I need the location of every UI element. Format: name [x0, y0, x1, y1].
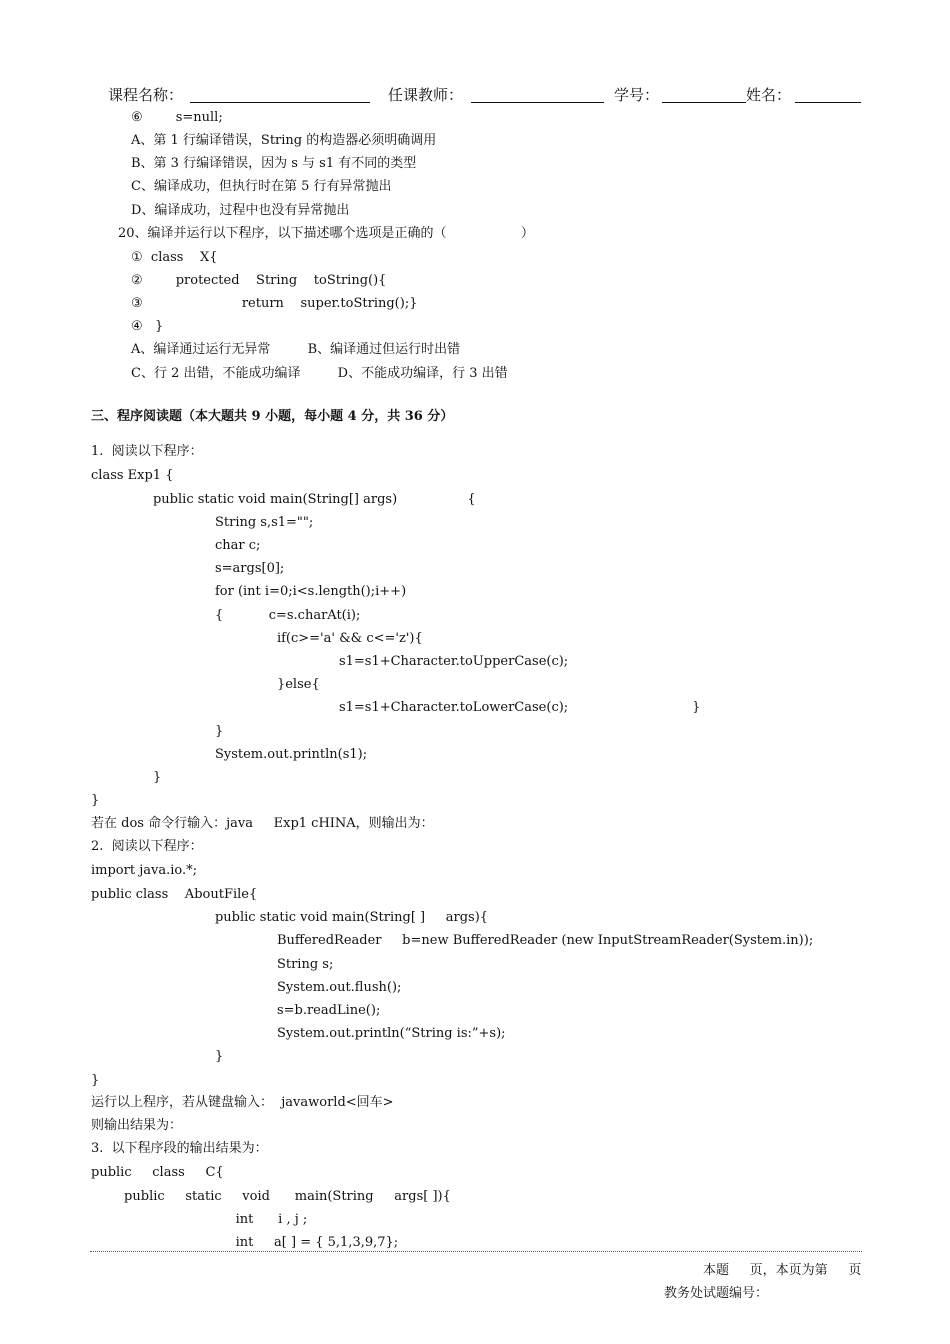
p1-prompt: 若在 dos 命令行输入：java Exp1 cHINA，则输出为：	[91, 816, 434, 831]
student-name-label: 姓名：	[746, 86, 792, 104]
q20-code-line: ③ return super.toString();}	[131, 296, 418, 311]
q20-options-cd: C、行 2 出错，不能成功编译 D、不能成功编译，行 3 出错	[131, 366, 508, 381]
p1-code-line: s1=s1+Character.toUpperCase(c);	[91, 654, 569, 669]
p1-code-line: }	[91, 793, 100, 808]
student-id-label: 学号：	[614, 86, 660, 104]
p2-code-line: System.out.println(“String is:”+s);	[91, 1026, 506, 1041]
q19-option-b: B、第 3 行编译错误，因为 s 与 s1 有不同的类型	[131, 156, 417, 171]
q19-code-line-6: ⑥ s=null;	[131, 110, 223, 125]
course-name-label: 课程名称：	[108, 86, 184, 104]
p2-code-line: public class AboutFile{	[91, 887, 258, 902]
q20-options-ab: A、编译通过运行无异常 B、编译通过但运行时出错	[131, 342, 461, 357]
p2-code-line: String s;	[91, 957, 334, 972]
q20-code-line: ① class X{	[131, 250, 218, 265]
student-name-blank	[795, 102, 861, 103]
teacher-label: 任课教师：	[388, 86, 464, 104]
teacher-blank	[471, 102, 604, 103]
section-3-title: 三、程序阅读题（本大题共 9 小题，每小题 4 分，共 36 分）	[91, 409, 454, 424]
p2-code-line: BufferedReader b=new BufferedReader (new InputStreamReader(System.in));	[91, 933, 814, 948]
p1-code-line: s=args[0];	[91, 561, 285, 576]
footer-divider	[90, 1251, 862, 1252]
p1-code-line: class Exp1 {	[91, 468, 174, 483]
p2-code-line: }	[91, 1073, 100, 1088]
p1-code-line: { c=s.charAt(i);	[91, 608, 361, 623]
p1-code-line: String s,s1="";	[91, 515, 314, 530]
p2-label: 2. 阅读以下程序：	[91, 839, 203, 854]
q19-option-d: D、编译成功，过程中也没有异常抛出	[131, 203, 350, 218]
q19-option-a: A、第 1 行编译错误，String 的构造器必须明确调用	[131, 133, 437, 148]
p1-code-line: public static void main(String[] args) {	[91, 492, 476, 507]
p1-code-line: System.out.println(s1);	[91, 747, 368, 762]
p1-code-line: for (int i=0;i<s.length();i++)	[91, 584, 407, 599]
p1-code-line: }	[91, 724, 224, 739]
p2-code-line: import java.io.*;	[91, 863, 197, 878]
course-name-blank	[190, 102, 370, 103]
q20-question: 20、编译并运行以下程序，以下描述哪个选项是正确的（ ）	[118, 226, 534, 241]
p3-label: 3. 以下程序段的输出结果为：	[91, 1141, 268, 1156]
p2-prompt-input: 运行以上程序，若从键盘输入： javaworld<回车>	[91, 1095, 394, 1110]
p2-prompt-output: 则输出结果为：	[91, 1118, 183, 1133]
p3-code-line: public static void main(String args[ ]){	[91, 1189, 451, 1204]
p3-code-line: int a[ ] = { 5,1,3,9,7};	[91, 1235, 399, 1250]
p3-code-line: int i , j ;	[91, 1212, 308, 1227]
exam-header	[108, 84, 868, 106]
p1-label: 1. 阅读以下程序：	[91, 444, 203, 459]
p2-code-line: public static void main(String[ ] args){	[91, 910, 489, 925]
p1-code-line: s1=s1+Character.toLowerCase(c); }	[91, 700, 701, 715]
footer-exam-number: 教务处试题编号：	[664, 1286, 769, 1301]
p2-code-line: }	[91, 1049, 224, 1064]
p2-code-line: System.out.flush();	[91, 980, 402, 995]
p2-code-line: s=b.readLine();	[91, 1003, 381, 1018]
footer-page-info: 本题 页，本页为第 页	[703, 1263, 862, 1278]
p1-code-line: if(c>='a' && c<='z'){	[91, 631, 423, 646]
student-id-blank	[662, 102, 746, 103]
q20-code-line: ② protected String toString(){	[131, 273, 387, 288]
p1-code-line: }else{	[91, 677, 320, 692]
p3-code-line: public class C{	[91, 1165, 224, 1180]
p1-code-line: }	[91, 770, 162, 785]
q19-option-c: C、编译成功，但执行时在第 5 行有异常抛出	[131, 179, 392, 194]
q20-code-line: ④ }	[131, 319, 164, 334]
p1-code-line: char c;	[91, 538, 261, 553]
